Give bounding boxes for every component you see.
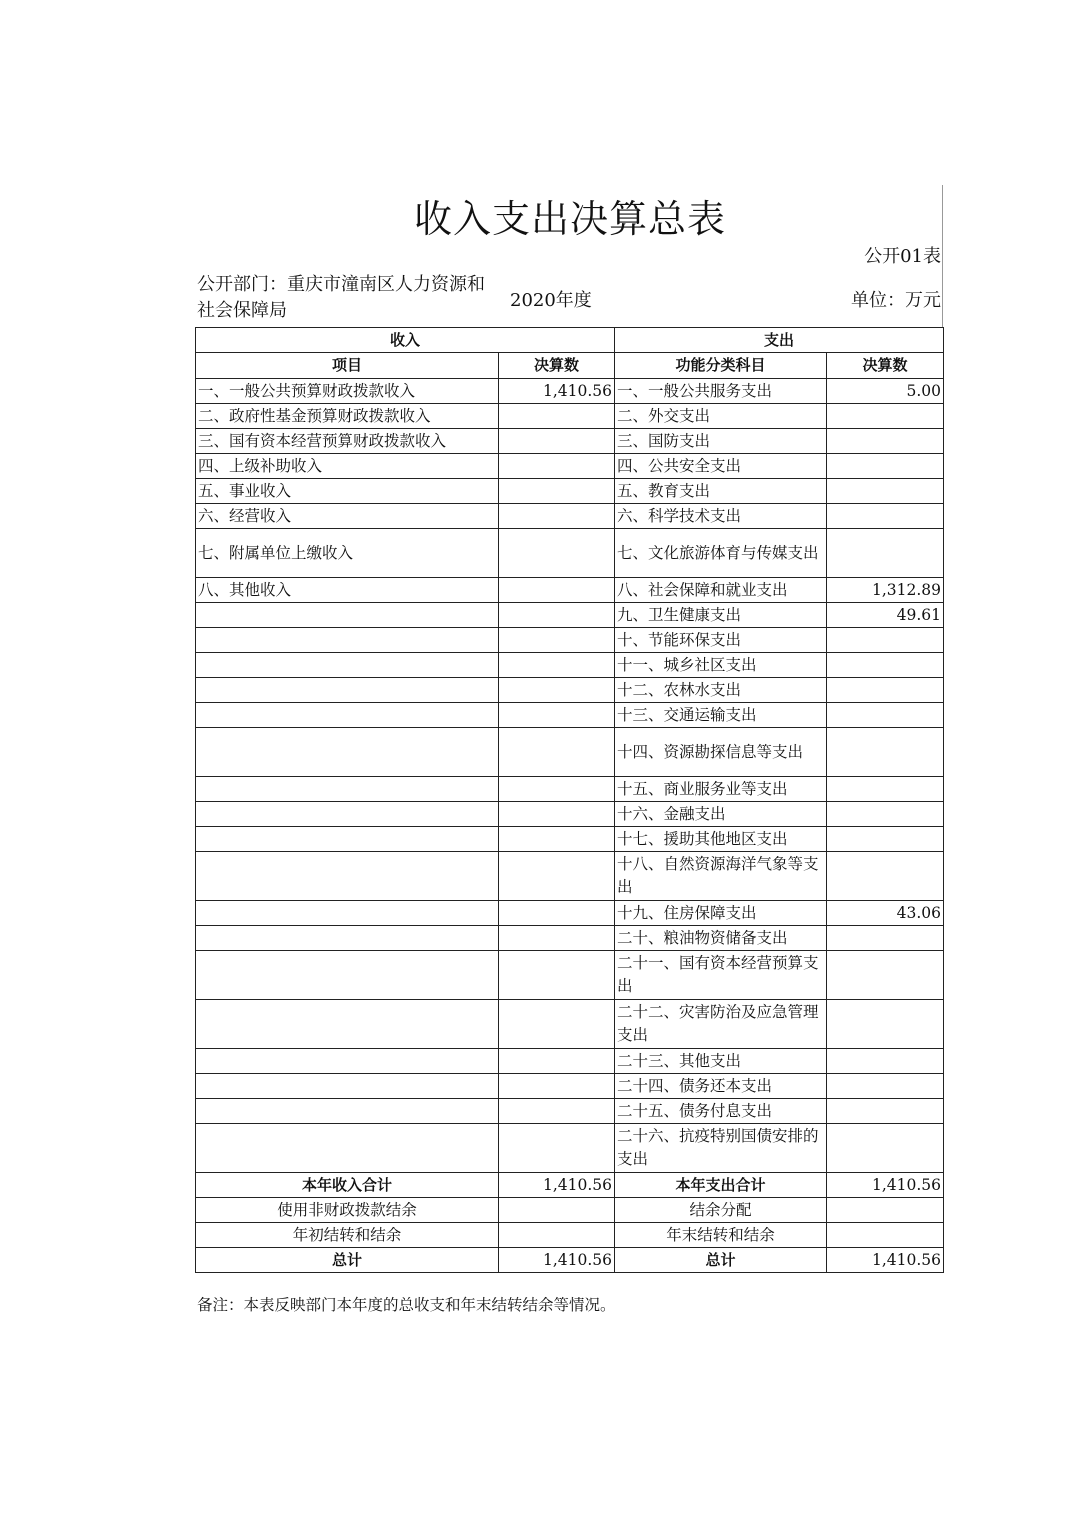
expense-item: 九、卫生健康支出 <box>615 603 827 628</box>
income-amount <box>499 901 615 926</box>
expense-amount <box>827 429 944 454</box>
summary-income-label: 年初结转和结余 <box>196 1223 499 1248</box>
income-amount <box>499 926 615 951</box>
income-amount <box>499 529 615 578</box>
summary-row <box>196 1198 944 1223</box>
table-row <box>196 703 944 728</box>
table-row <box>196 852 944 901</box>
table-row <box>196 628 944 653</box>
amount-header: 决算数 <box>499 353 615 379</box>
expense-amount <box>827 1000 944 1049</box>
expense-item: 二十四、债务还本支出 <box>615 1074 827 1099</box>
income-amount <box>499 1099 615 1124</box>
expense-amount: 5.00 <box>827 379 944 404</box>
income-item <box>196 603 499 628</box>
expense-amount <box>827 926 944 951</box>
income-item <box>196 678 499 703</box>
expense-header: 支出 <box>615 328 944 353</box>
table-number: 公开01表 <box>864 246 941 267</box>
expense-amount <box>827 1124 944 1173</box>
expense-item: 十六、金融支出 <box>615 802 827 827</box>
expense-item: 一、一般公共服务支出 <box>615 379 827 404</box>
table-row <box>196 1124 944 1173</box>
expense-item: 十七、援助其他地区支出 <box>615 827 827 852</box>
income-amount <box>499 1074 615 1099</box>
summary-income-label: 使用非财政拨款结余 <box>196 1198 499 1223</box>
expense-amount <box>827 777 944 802</box>
expense-amount <box>827 802 944 827</box>
expense-amount <box>827 728 944 777</box>
income-item: 一、一般公共预算财政拨款收入 <box>196 379 499 404</box>
income-amount <box>499 777 615 802</box>
expense-item: 十九、住房保障支出 <box>615 901 827 926</box>
amount2-header: 决算数 <box>827 353 944 379</box>
summary-income-amount: 1,410.56 <box>499 1173 615 1198</box>
expense-item: 二十二、灾害防治及应急管理支出 <box>615 1000 827 1049</box>
expense-item: 十一、城乡社区支出 <box>615 653 827 678</box>
summary-expense-amount <box>827 1198 944 1223</box>
department: 公开部门：重庆市潼南区人力资源和社会保障局 <box>197 274 485 321</box>
page-title: 收入支出决算总表 <box>413 197 726 241</box>
table-row <box>196 479 944 504</box>
income-item <box>196 901 499 926</box>
summary-expense-amount: 1,410.56 <box>827 1173 944 1198</box>
expense-item: 十三、交通运输支出 <box>615 703 827 728</box>
income-amount <box>499 429 615 454</box>
summary-expense-label: 结余分配 <box>615 1198 827 1223</box>
summary-row <box>196 1223 944 1248</box>
expense-item: 二十一、国有资本经营预算支出 <box>615 951 827 1000</box>
income-item <box>196 653 499 678</box>
income-item <box>196 728 499 777</box>
income-amount <box>499 578 615 603</box>
expense-amount: 43.06 <box>827 901 944 926</box>
income-amount <box>499 703 615 728</box>
income-item <box>196 827 499 852</box>
income-amount <box>499 653 615 678</box>
income-item <box>196 777 499 802</box>
expense-item: 十五、商业服务业等支出 <box>615 777 827 802</box>
expense-amount <box>827 678 944 703</box>
expense-amount <box>827 653 944 678</box>
summary-income-label: 总计 <box>196 1248 499 1273</box>
table-row <box>196 901 944 926</box>
income-item <box>196 852 499 901</box>
expense-amount: 49.61 <box>827 603 944 628</box>
summary-income-amount: 1,410.56 <box>499 1248 615 1273</box>
expense-amount <box>827 827 944 852</box>
summary-row <box>196 1248 944 1273</box>
income-amount <box>499 628 615 653</box>
expense-item: 七、文化旅游体育与传媒支出 <box>615 529 827 578</box>
summary-row <box>196 1173 944 1198</box>
expense-amount <box>827 951 944 1000</box>
table-row <box>196 454 944 479</box>
expense-item: 二十三、其他支出 <box>615 1049 827 1074</box>
income-header: 收入 <box>196 328 615 353</box>
table-row <box>196 802 944 827</box>
expense-item: 八、社会保障和就业支出 <box>615 578 827 603</box>
income-amount <box>499 728 615 777</box>
expense-amount <box>827 1074 944 1099</box>
expense-item: 六、科学技术支出 <box>615 504 827 529</box>
table-row <box>196 504 944 529</box>
income-expense-table <box>195 327 944 1273</box>
table-row <box>196 653 944 678</box>
income-item <box>196 1000 499 1049</box>
income-item <box>196 1074 499 1099</box>
expense-item: 四、公共安全支出 <box>615 454 827 479</box>
income-item: 七、附属单位上缴收入 <box>196 529 499 578</box>
table-row <box>196 379 944 404</box>
func-item-header: 功能分类科目 <box>615 353 827 379</box>
expense-amount <box>827 504 944 529</box>
income-amount <box>499 951 615 1000</box>
fiscal-year: 2020年度 <box>510 290 592 311</box>
income-amount <box>499 603 615 628</box>
income-amount <box>499 1049 615 1074</box>
table-row <box>196 1074 944 1099</box>
income-item <box>196 628 499 653</box>
summary-income-label: 本年收入合计 <box>196 1173 499 1198</box>
expense-item: 十八、自然资源海洋气象等支出 <box>615 852 827 901</box>
income-amount <box>499 678 615 703</box>
expense-item: 五、教育支出 <box>615 479 827 504</box>
summary-expense-label: 总计 <box>615 1248 827 1273</box>
income-item: 三、国有资本经营预算财政拨款收入 <box>196 429 499 454</box>
income-item: 八、其他收入 <box>196 578 499 603</box>
summary-expense-label: 本年支出合计 <box>615 1173 827 1198</box>
expense-amount <box>827 404 944 429</box>
income-item <box>196 926 499 951</box>
table-row <box>196 678 944 703</box>
expense-item: 二、外交支出 <box>615 404 827 429</box>
expense-amount <box>827 479 944 504</box>
summary-expense-label: 年末结转和结余 <box>615 1223 827 1248</box>
expense-amount <box>827 454 944 479</box>
income-amount <box>499 454 615 479</box>
income-item <box>196 1049 499 1074</box>
table-row <box>196 404 944 429</box>
income-item: 六、经营收入 <box>196 504 499 529</box>
expense-item: 二十、粮油物资储备支出 <box>615 926 827 951</box>
expense-item: 二十五、债务付息支出 <box>615 1099 827 1124</box>
table-row <box>196 603 944 628</box>
income-item <box>196 703 499 728</box>
income-amount <box>499 479 615 504</box>
table-row <box>196 827 944 852</box>
summary-income-amount <box>499 1198 615 1223</box>
expense-item: 十二、农林水支出 <box>615 678 827 703</box>
column-header-row <box>196 353 944 379</box>
expense-item: 三、国防支出 <box>615 429 827 454</box>
expense-amount: 1,312.89 <box>827 578 944 603</box>
income-item <box>196 802 499 827</box>
income-item <box>196 951 499 1000</box>
table-row <box>196 1000 944 1049</box>
table-row <box>196 1049 944 1074</box>
table-row <box>196 529 944 578</box>
table-row <box>196 728 944 777</box>
income-item <box>196 1124 499 1173</box>
expense-amount <box>827 529 944 578</box>
table-row <box>196 429 944 454</box>
expense-item: 二十六、抗疫特别国债安排的支出 <box>615 1124 827 1173</box>
income-amount <box>499 827 615 852</box>
table-row <box>196 951 944 1000</box>
income-item <box>196 1099 499 1124</box>
expense-amount <box>827 852 944 901</box>
table-row <box>196 578 944 603</box>
expense-amount <box>827 1049 944 1074</box>
income-amount <box>499 852 615 901</box>
summary-expense-amount <box>827 1223 944 1248</box>
expense-item: 十、节能环保支出 <box>615 628 827 653</box>
expense-amount <box>827 703 944 728</box>
table-row <box>196 926 944 951</box>
income-amount <box>499 1000 615 1049</box>
unit-label: 单位：万元 <box>851 290 941 311</box>
section-header-row <box>196 328 944 353</box>
income-amount <box>499 404 615 429</box>
income-item: 二、政府性基金预算财政拨款收入 <box>196 404 499 429</box>
income-item: 五、事业收入 <box>196 479 499 504</box>
table-row <box>196 1099 944 1124</box>
income-amount: 1,410.56 <box>499 379 615 404</box>
expense-amount <box>827 628 944 653</box>
summary-income-amount <box>499 1223 615 1248</box>
expense-item: 十四、资源勘探信息等支出 <box>615 728 827 777</box>
footnote: 备注：本表反映部门本年度的总收支和年末结转结余等情况。 <box>197 1296 616 1314</box>
income-item: 四、上级补助收入 <box>196 454 499 479</box>
summary-expense-amount: 1,410.56 <box>827 1248 944 1273</box>
table-row <box>196 777 944 802</box>
expense-amount <box>827 1099 944 1124</box>
item-header: 项目 <box>196 353 499 379</box>
income-amount <box>499 504 615 529</box>
income-amount <box>499 802 615 827</box>
income-amount <box>499 1124 615 1173</box>
